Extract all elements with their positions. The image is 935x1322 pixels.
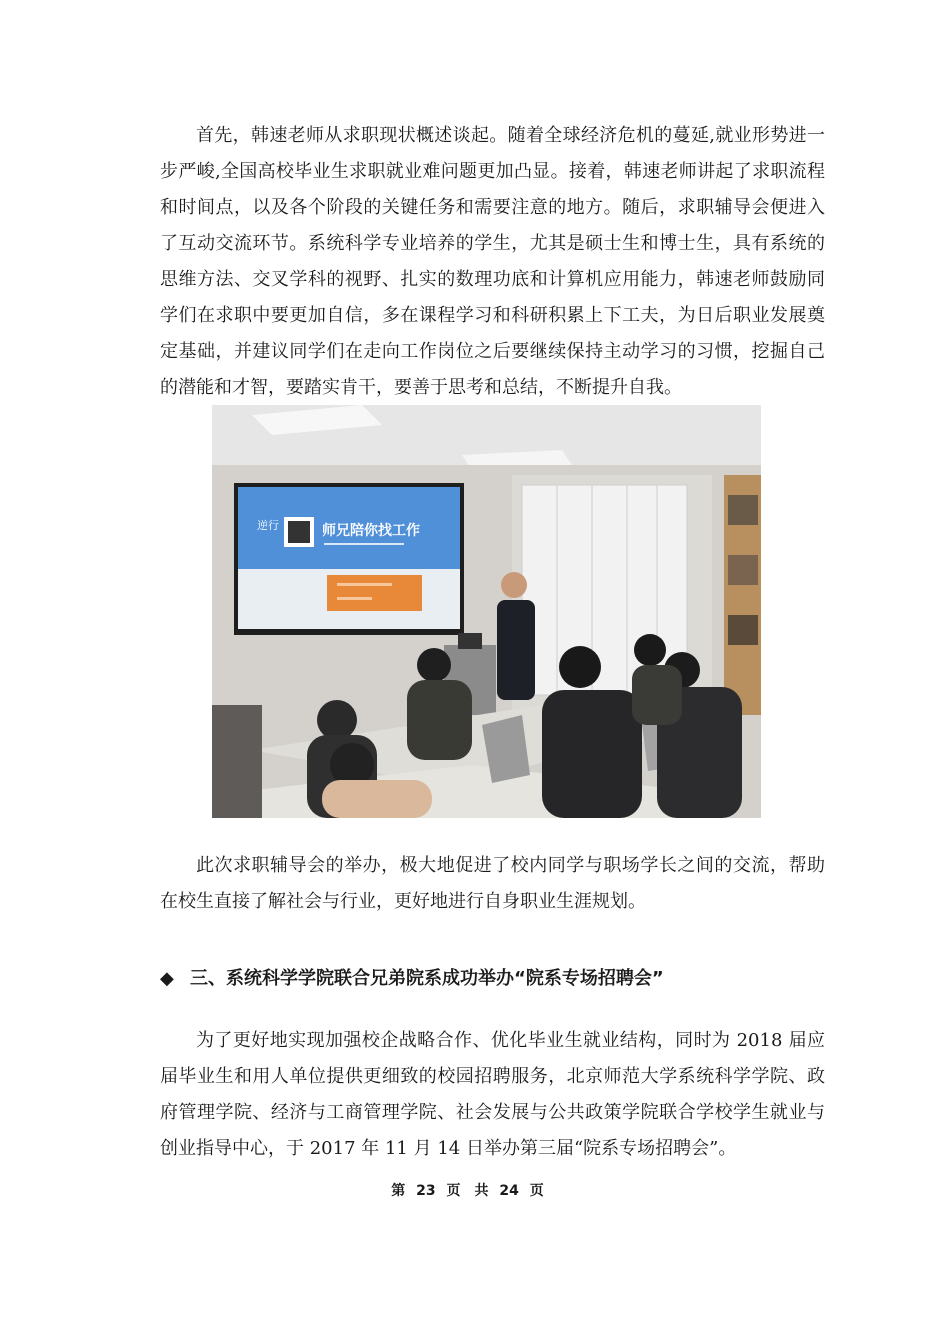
paragraph-summary: 此次求职辅导会的举办，极大地促进了校内同学与职场学长之间的交流，帮助在校生直接了解社会与行业，更好地进行自身职业生涯规划。 <box>160 855 825 912</box>
seminar-photo <box>212 405 761 818</box>
footer-prefix: 第 <box>391 1183 406 1199</box>
footer-mid: 页 共 <box>446 1183 489 1199</box>
slide-title: 师兄陪你找工作 <box>322 523 420 539</box>
page-footer <box>0 1180 935 1200</box>
total-page-number: 24 <box>499 1183 519 1199</box>
section-heading <box>160 964 825 994</box>
paragraph-intro: 首先，韩速老师从求职现状概述谈起。随着全球经济危机的蔓延,就业形势进一步严峻,全国高校毕业生求职就业难问题更加凸显。接着，韩速老师讲起了求职流程和时间点，以及各个阶段的关键任务和需要注意的地方。随后，求职辅导会便进入了互动交流环节。系统科学专业培养的学生，尤其是硕士生和博士生，具有系统的思维方法、交叉学科的视野、扎实的数理功底和计算机应用能力，韩速老师鼓励同学们在求职中要更加自信，多在课程学习和科研积累上下工夫，为日后职业发展奠定基础，并建议同学们在走向工作岗位之后要继续保持主动学习的习惯，挖掘自己的潜能和才智，要踏实肯干，要善于思考和总结，不断提升自我。 <box>160 125 825 398</box>
current-page-number: 23 <box>416 1183 436 1199</box>
section-heading-text: 三、系统科学学院联合兄弟院系成功举办“院系专场招聘会” <box>190 968 664 989</box>
footer-suffix: 页 <box>529 1183 544 1199</box>
paragraph-job-fair: 为了更好地实现加强校企战略合作、优化毕业生就业结构，同时为 2018 届应届毕业生和用人单位提供更细致的校园招聘服务，北京师范大学系统科学学院、政府管理学院、经济与工商管理学院、社会发展与公共政策学院联合学校学生就业与创业指导中心，于 2017 年 11 月 14 日举办第三届“院系专场招聘会”。 <box>160 1030 825 1159</box>
slide-logo: 逆行 <box>257 519 279 532</box>
diamond-bullet-icon: ◆ <box>160 968 174 989</box>
